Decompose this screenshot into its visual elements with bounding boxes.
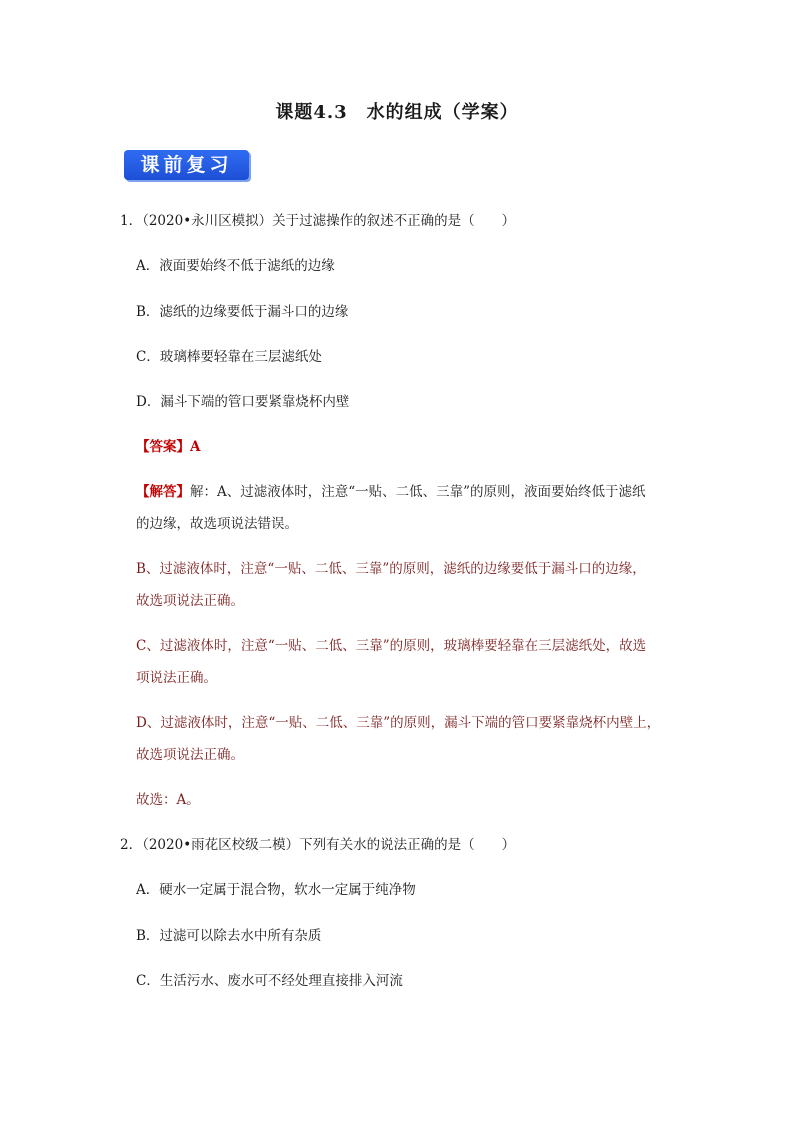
question-1-stem: 1．（2020•永川区模拟）关于过滤操作的叙述不正确的是（ ）: [120, 213, 516, 229]
answer-value: A: [190, 439, 201, 455]
question-2-option-a: A．硬水一定属于混合物，软水一定属于纯净物: [136, 882, 416, 898]
question-1-analysis-line-2: 的边缘，故选项说法错误。: [136, 516, 298, 532]
question-1-option-a: A．液面要始终不低于滤纸的边缘: [136, 258, 335, 274]
page-title: 课题4.3 水的组成（学案）: [275, 102, 519, 123]
question-1-option-d: D．漏斗下端的管口要紧靠烧杯内壁: [136, 394, 350, 410]
question-2-stem: 2．（2020•雨花区校级二模）下列有关水的说法正确的是（ ）: [120, 837, 516, 853]
analysis-label: 【解答】: [136, 484, 190, 500]
question-1-analysis-line-3: B、过滤液体时，注意“一贴、二低、三靠”的原则，滤纸的边缘要低于漏斗口的边缘，: [136, 561, 646, 577]
question-2-option-c: C．生活污水、废水可不经处理直接排入河流: [136, 973, 403, 989]
question-1-choice: 故选：A。: [136, 792, 200, 808]
question-1-answer: [136, 437, 200, 457]
answer-label: 【答案】: [136, 439, 190, 455]
question-2-option-b: B．过滤可以除去水中所有杂质: [136, 928, 322, 944]
question-1-option-b: B．滤纸的边缘要低于漏斗口的边缘: [136, 304, 349, 320]
question-1-analysis-line-4: 故选项说法正确。: [136, 593, 244, 609]
question-1-option-c: C．玻璃棒要轻靠在三层滤纸处: [136, 349, 322, 365]
question-1-analysis-line-7: D、过滤液体时，注意“一贴、二低、三靠”的原则，漏斗下端的管口要紧靠烧杯内壁上，: [136, 715, 661, 731]
question-1-analysis-line-1: [136, 482, 646, 502]
analysis-text: 解：A、过滤液体时，注意“一贴、二低、三靠”的原则，液面要始终低于滤纸: [190, 484, 646, 500]
question-1-analysis-line-5: C、过滤液体时，注意“一贴、二低、三靠”的原则，玻璃棒要轻靠在三层滤纸处，故选: [136, 638, 647, 654]
question-1-analysis-line-6: 项说法正确。: [136, 670, 217, 686]
question-1-analysis-line-8: 故选项说法正确。: [136, 747, 244, 763]
section-badge: 课前复习: [124, 150, 249, 180]
